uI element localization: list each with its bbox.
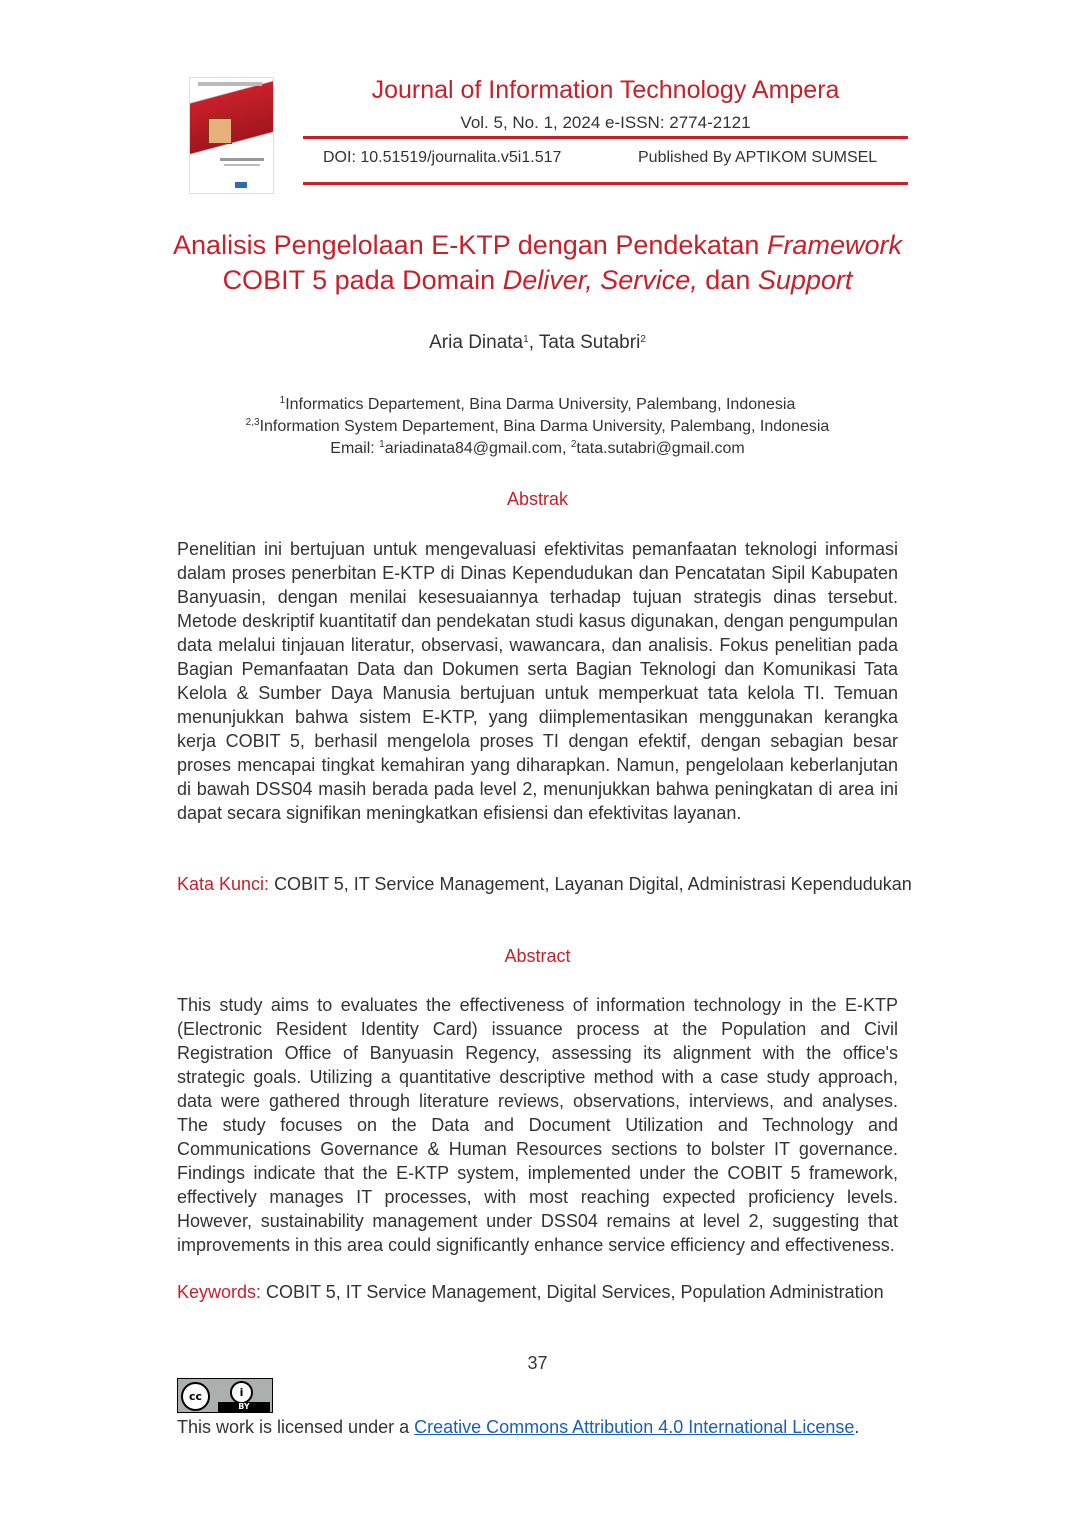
email-label: Email: <box>330 440 380 457</box>
license-link[interactable]: Creative Commons Attribution 4.0 International License <box>414 1417 855 1437</box>
journal-title: Journal of Information Technology Ampera <box>371 76 840 104</box>
aff-sup: 2,3 <box>245 417 260 428</box>
cover-building-illustration <box>208 118 232 144</box>
kata-kunci <box>177 874 912 895</box>
author-name: Aria Dinata <box>429 332 524 353</box>
email-1: ariadinata84@gmail.com, <box>384 440 571 457</box>
aff-text: Informatics Departement, Bina Darma University, Palembang, Indonesia <box>285 396 796 413</box>
email-2: tata.sutabri@gmail.com <box>576 440 745 457</box>
author-sup: 2 <box>640 334 646 345</box>
title-part: Analisis Pengelolaan E-KTP dengan Pendekatan <box>173 230 767 260</box>
cover-subtitle-line <box>224 164 260 166</box>
title-part: dan <box>697 265 758 295</box>
attribution-person-icon: i <box>230 1381 253 1404</box>
cover-header-strip <box>198 82 262 86</box>
license-line <box>177 1417 859 1438</box>
affiliation-1 <box>100 395 975 414</box>
publisher: Published By APTIKOM SUMSEL <box>638 149 878 166</box>
affiliation-2 <box>100 417 975 436</box>
abstract-heading: Abstract <box>504 946 571 966</box>
cc-by-badge[interactable] <box>177 1378 273 1413</box>
keywords-label: Keywords: <box>177 1282 267 1302</box>
cover-title-line <box>220 158 264 161</box>
doi: DOI: 10.51519/journalita.v5i1.517 <box>323 149 562 166</box>
kata-kunci-label: Kata Kunci: <box>177 874 275 894</box>
aff-text: Information System Departement, Bina Darma University, Palembang, Indonesia <box>259 418 830 435</box>
keywords-text: COBIT 5, IT Service Management, Digital Services, Population Administration <box>266 1282 884 1302</box>
email-sup: 1 <box>379 439 385 450</box>
email-sup: 2 <box>570 439 577 450</box>
author-list <box>100 332 975 354</box>
cc-icon: cc <box>181 1382 210 1411</box>
title-part: Support <box>757 265 853 295</box>
license-prefix: This work is licensed under a <box>177 1417 415 1437</box>
kata-kunci-text: COBIT 5, IT Service Management, Layanan Digital, Administrasi Kependudukan <box>274 874 912 894</box>
journal-cover-image <box>189 77 274 194</box>
aff-sup: 1 <box>279 395 286 406</box>
abstract-body: This study aims to evaluates the effectiveness of information technology in the E-KTP (Electronic Resident Identity Card) issuance process at the Population and Civil Registration Office of Banyuasin Regency, assessing its alignment with the office's strategic goals. Utilizing a quantitative descriptive method with a case study approach, data were gathered through literature reviews, observations, interviews, and analyses. The study focuses on the Data and Document Utilization and Technology and Communications Governance & Human Resources sections to bolster IT governance. Findings indicate that the E-KTP system, implemented under the COBIT 5 framework, effectively manages IT processes, with most reaching expected proficiency levels. However, sustainability management under DSS04 remains at level 2, suggesting that improvements in this area could significantly enhance service efficiency and effectiveness. <box>177 995 898 1255</box>
article-title <box>100 228 975 298</box>
page-number: 37 <box>527 1353 548 1373</box>
title-part: COBIT 5 pada Domain <box>222 265 503 295</box>
abstrak-heading: Abstrak <box>506 489 569 509</box>
journal-volume: Vol. 5, No. 1, 2024 e-ISSN: 2774-2121 <box>460 113 751 132</box>
license-suffix: . <box>854 1417 860 1437</box>
header-rule-top <box>303 136 908 139</box>
keywords <box>177 1282 907 1303</box>
cover-logo <box>235 182 247 188</box>
author-sup: 1 <box>523 334 529 345</box>
author-name: Tata Sutabri <box>538 332 641 353</box>
title-part: Deliver, Service, <box>502 265 698 295</box>
abstrak-body: Penelitian ini bertujuan untuk mengevaluasi efektivitas pemanfaatan teknologi informasi dalam proses penerbitan E-KTP di Dinas Kependudukan dan Pencatatan Sipil Kabupaten Banyuasin, dengan menilai kesesuaiannya terhadap tujuan strategis dinas tersebut. Metode deskriptif kuantitatif dan pendekatan studi kasus digunakan, dengan pengumpulan data melalui tinjauan literatur, observasi, wawancara, dan analisis. Fokus penelitian pada Bagian Pemanfaatan Data dan Dokumen serta Bagian Teknologi dan Komunikasi Tata Kelola & Sumber Daya Manusia bertujuan untuk memperkuat tata kelola TI. Temuan menunjukkan bahwa sistem E-KTP, yang diimplementasikan menggunakan kerangka kerja COBIT 5, berhasil mengelola proses TI dengan efektif, dengan sebagian besar proses mencapai tingkat kemahiran yang diharapkan. Namun, pengelolaan keberlanjutan di bawah DSS04 masih berada pada level 2, menunjukkan bahwa peningkatan di area ini dapat secara signifikan meningkatkan efisiensi dan efektivitas layanan. <box>177 539 898 823</box>
author-sep: , <box>528 332 539 353</box>
email-line <box>100 439 975 458</box>
cc-by-label: BY <box>218 1402 270 1412</box>
header-rule-bottom <box>303 182 908 185</box>
title-part: Framework <box>766 230 902 260</box>
